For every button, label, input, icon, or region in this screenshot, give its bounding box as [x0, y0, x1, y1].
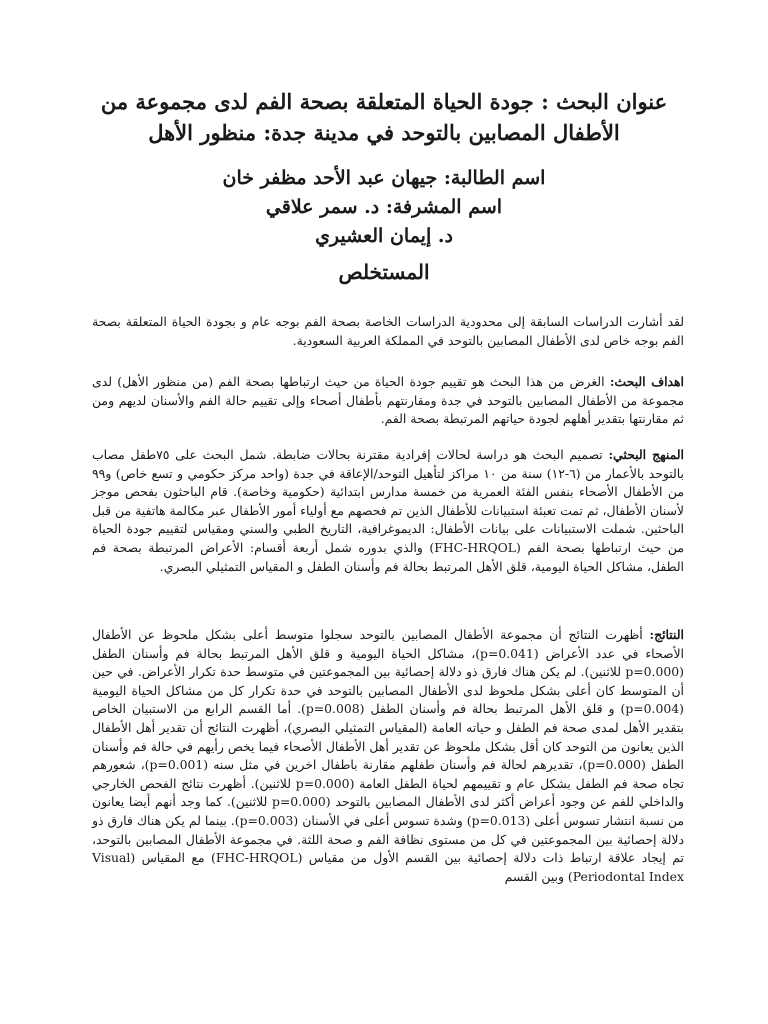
student-name: اسم الطالبة: جيهان عبد الأحد مظفر خان: [222, 167, 546, 189]
supervisor-name-1: اسم المشرفة: د. سمر علاقي: [265, 196, 503, 218]
objectives-label: اهداف البحث:: [609, 374, 685, 389]
results-label: النتائج:: [649, 627, 684, 642]
supervisor-name-2: د. إيمان العشيري: [315, 225, 453, 247]
objectives-paragraph: [92, 373, 684, 429]
intro-paragraph: لقد أشارت الدراسات السابقة إلى محدودية الدراسات الخاصة بصحة الفم بوجه عام و بجودة الحياة المتعلقة بصحة الفم بوجه خاص لدى الأطفال المصابين بالتوحد في المملكة العربية السعودية.: [92, 314, 684, 348]
document-title: [80, 86, 688, 148]
title-line-2: الأطفال المصابين بالتوحد في مدينة جدة: منظور الأهل: [148, 120, 620, 145]
method-paragraph: [92, 446, 684, 576]
method-label: المنهج البحثي:: [608, 447, 685, 462]
results-text: أظهرت النتائج أن مجموعة الأطفال المصابين بالتوحد سجلوا متوسط أعلى بشكل ملحوظ عن الأطفال الأصحاء في عدد الأعراض (p=0.041)، مشاكل الحياة اليومية و قلق الأهل المرتبط بحالة فم وأسنان الطفل (p=0.000 للاثنين). لم يكن هناك فارق ذو دلالة إحصائية بين المجموعتين في متوسط حدة تكرار الأعراض. في حين أن المتوسط كان أعلى بشكل ملحوظ لدى الأطفال المصابين بالتوحد في حدة تكرار كل من مشاكل الحياة اليومية (p=0.004) و قلق الأهل المرتبط بحالة فم وأسنان الطفل (p=0.008). أما القسم الرابع من الاستبيان الخاص بتقدير الأهل لمدى صحة فم الطفل و حياته العامة (المقياس التمثيلي البصري)، أظهرت النتائج أن تقدير أهل الأطفال الذين يعانون من التوحد كان أقل بشكل ملحوظ عن تقدير أهل الأطفال الأصحاء فيما يخص رأيهم في حالة فم وأسنان الطفل (p=0.000)، تقديرهم لحالة فم وأسنان طفلهم مقارنة باطفال اخرين في مثل سنه (p=0.001)، شعورهم تجاه صحة فم الطفل بشكل عام و تقييمهم لحياة الطفل العامة (p=0.000 للاثنين). أظهرت نتائج الفحص الخارجي والداخلي للفم عن وجود أعراض أكثر لدى الأطفال المصابين بالتوحد (p=0.000 للاثنين). كما وجد أنهم أيضا يعانون من نسبة انتشار تسوس أعلى (p=0.013) وشدة تسوس أعلى في الأسنان (p=0.003). بينما لم يكن هناك فارق ذو دلالة إحصائية بين المجموعتين في كل من مستوى نظافة الفم و صحة اللثة. في مجموعة الأطفال المصابين بالتوحد، تم إيجاد علاقة ارتباط ذات دلالة إحصائية بين القسم الأول من مقياس (FHC-HRQOL) مع المقياس (Visual Periodontal Index) وبين القسم: [92, 627, 685, 884]
author-block: [80, 164, 688, 251]
results-paragraph: [92, 626, 684, 886]
abstract-heading: المستخلص: [338, 260, 430, 284]
objectives-text: الغرض من هذا البحث هو تقييم جودة الحياة من حيث ارتباطها بصحة الفم (من منظور الأهل) لدى مجموعة من الأطفال المصابين بالتوحد في جدة ومقارنتهم بأطفال أصحاء وإلى تقييم حالة الفم والأسنان لديهم ومن ثم مقارنتها بتقدير أهلهم لجودة حياتهم المرتبطة بصحة الفم.: [92, 374, 684, 427]
title-line-1: عنوان البحث : جودة الحياة المتعلقة بصحة الفم لدى مجموعة من: [100, 89, 668, 114]
method-text: تصميم البحث هو دراسة لحالات إفرادية مقترنة بحالات ضابطة. شمل البحث على ٧٥طفل مصاب بالتوحد بالأعمار من (٦-١٢) سنة من ١٠ مراكز لتأهيل التوحد/الإعاقة في جدة (واحد مركز حكومي و تسع خاص) و٩٩ من الأطفال الأصحاء بنفس الفئة العمرية من خمسة مدارس ابتدائية (حكومية وخاصة). قام الباحثون بفحص موجز لأسنان الأطفال، ثم تمت تعبئة استبيانات للأطفال الذين تم فحصهم مع أولياء أمور الأطفال عبر مكالمة هاتفية من قبل الباحثين. شملت الاستبيانات على بيانات الأطفال: الديموغرافية، التاريخ الطبي والسني ومقياس لتقييم جودة الحياة من حيث ارتباطها بصحة الفم (FHC-HRQOL) والذي بدوره شمل أربعة أقسام: الأعراض المرتبطة بصحة فم الطفل، مشاكل الحياة اليومية، قلق الأهل المرتبط بحالة فم وأسنان الطفل و المقياس التمثيلي البصري.: [92, 447, 684, 574]
